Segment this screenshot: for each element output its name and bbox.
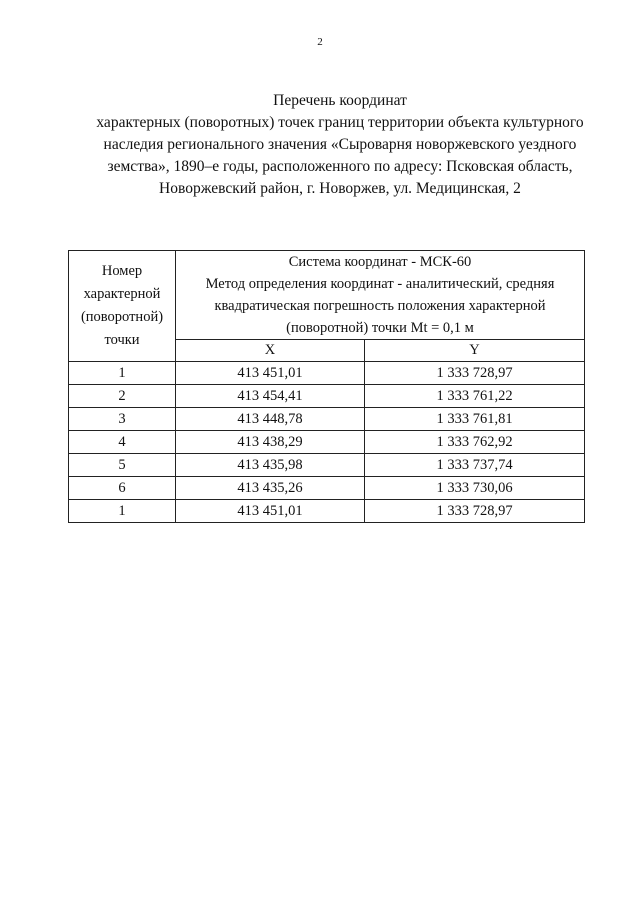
coordinate-system-header: Система координат - МСК-60 Метод определения координат - аналитический, средняя квадратическая погрешность положения характерной (поворотной) точки Mt = 0,1 м (176, 251, 585, 340)
table-row (69, 362, 585, 385)
y-column-header: Y (365, 340, 585, 362)
y-coordinate-cell: 1 333 761,81 (365, 408, 585, 431)
x-coordinate-cell: 413 435,26 (176, 477, 365, 500)
y-coordinate-cell: 1 333 728,97 (365, 500, 585, 523)
table-row (69, 454, 585, 477)
x-coordinate-cell: 413 438,29 (176, 431, 365, 454)
point-number-cell: 4 (69, 431, 176, 454)
heading-line-3: наследия регионального значения «Сыроварня новоржевского уездного (103, 136, 577, 153)
heading-line-1: Перечень координат (273, 92, 407, 109)
table-row (69, 385, 585, 408)
y-coordinate-cell: 1 333 730,06 (365, 477, 585, 500)
table-row (69, 477, 585, 500)
page-number: 2 (317, 36, 323, 48)
coordinates-table (68, 250, 585, 523)
heading-line-2: характерных (поворотных) точек границ территории объекта культурного (96, 114, 584, 131)
x-coordinate-cell: 413 451,01 (176, 500, 365, 523)
document-heading (60, 90, 620, 200)
point-number-cell: 1 (69, 500, 176, 523)
x-column-header: X (176, 340, 365, 362)
x-coordinate-cell: 413 435,98 (176, 454, 365, 477)
y-coordinate-cell: 1 333 728,97 (365, 362, 585, 385)
point-number-header: Номер характерной (поворотной) точки (69, 251, 176, 362)
point-number-cell: 1 (69, 362, 176, 385)
y-coordinate-cell: 1 333 761,22 (365, 385, 585, 408)
heading-line-5: Новоржевский район, г. Новоржев, ул. Медицинская, 2 (159, 180, 521, 197)
point-number-cell: 3 (69, 408, 176, 431)
point-number-cell: 5 (69, 454, 176, 477)
point-number-cell: 2 (69, 385, 176, 408)
y-coordinate-cell: 1 333 762,92 (365, 431, 585, 454)
table-row (69, 408, 585, 431)
x-coordinate-cell: 413 448,78 (176, 408, 365, 431)
x-coordinate-cell: 413 451,01 (176, 362, 365, 385)
x-coordinate-cell: 413 454,41 (176, 385, 365, 408)
heading-line-4: земства», 1890–е годы, расположенного по адресу: Псковская область, (107, 158, 573, 175)
y-coordinate-cell: 1 333 737,74 (365, 454, 585, 477)
table-row (69, 500, 585, 523)
point-number-cell: 6 (69, 477, 176, 500)
table-row (69, 431, 585, 454)
